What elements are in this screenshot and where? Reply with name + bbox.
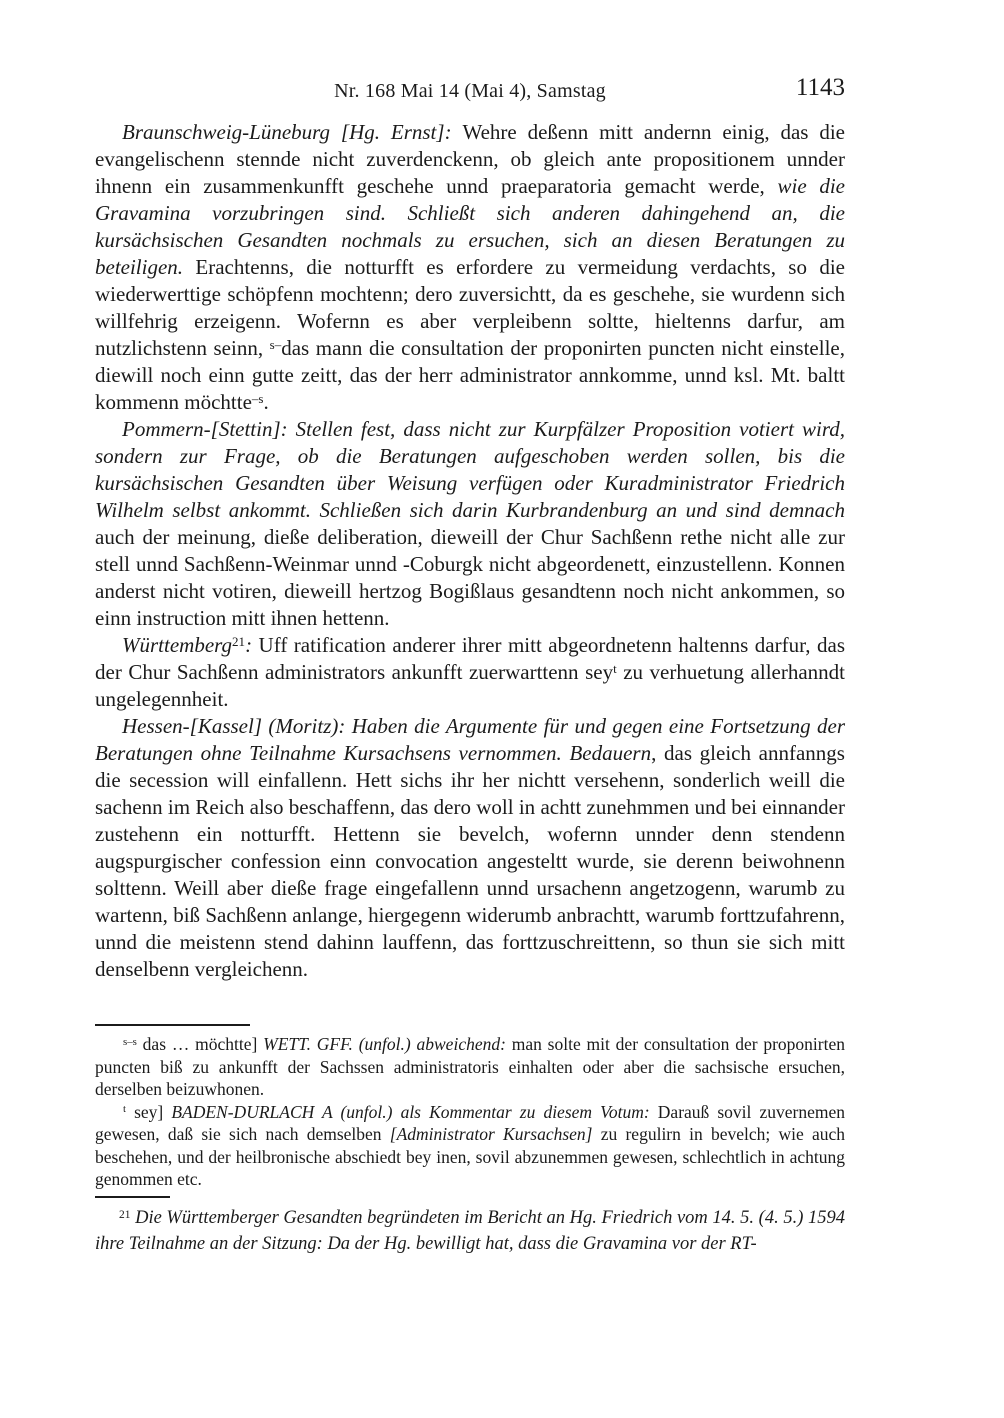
text-run: s–s <box>123 1035 137 1048</box>
text-run: t <box>123 1103 127 1116</box>
text-run: 21 <box>119 1208 131 1221</box>
paragraph-pommern-stettin <box>95 416 845 632</box>
apparatus-footnote-block <box>95 1024 845 1191</box>
text-run: : <box>245 633 253 657</box>
footnote-separator-rule <box>95 1024 250 1026</box>
text-run: man solte mit der consultation der proponirten puncten biß zu ankunfft der Sachssen administratoris einhalten oder aber die sachsische ersuchen, derselben beizuwhonen. <box>95 1034 845 1099</box>
text-run: Die Württemberger Gesandten begründeten im Bericht an Hg. Friedrich vom 14. 5. (4. 5.) 1594 ihre Teilnahme an der Sitzung: Da der Hg. bewilligt hat, dass die Gravamina vor der RT- <box>95 1208 845 1254</box>
text-run: wie die Gravamina vorzubringen sind. Schließt sich anderen dahingehend an, die kursächsischen Gesandten nochmals zu ersuchen, sich an diesen Beratungen zu beteiligen. <box>95 174 845 279</box>
text-run: WETT. GFF. (unfol.) abweichend: <box>263 1034 506 1054</box>
paragraph-hessen-kassel <box>95 713 845 983</box>
footnote-21 <box>95 1205 845 1257</box>
text-run: t <box>613 660 617 676</box>
text-run: Hessen-[Kassel] (Moritz): Haben die Argumente für und gegen eine Fortsetzung der Beratungen ohne Teilnahme Kursachsens vernommen. Bedauern <box>95 714 845 765</box>
text-run: . <box>263 390 269 414</box>
text-run: Darauß sovil zuvernemen gewesen, daß sie sich nach demselben <box>95 1101 846 1144</box>
text-run: Württemberg <box>122 633 233 657</box>
numbered-footnote-block <box>95 1196 845 1257</box>
text-run: –s <box>251 390 264 406</box>
text-run: auch der meinung, dieße deliberation, dieweill der Chur Sachßenn rethe nicht alle zur stell unnd Sachßenn-Weinmar unnd -Coburgk nicht abgeordenett, einzustellenn. Konnen anderst nicht votiren, dieweill hertzog Bogißlaus gesandtenn noch nicht ankommen, so einn instruction mitt ihnen hettenn. <box>95 525 845 630</box>
text-run: das … möchtte] <box>136 1034 264 1054</box>
page-number: 1143 <box>795 74 845 101</box>
text-run: zu regulirn in bevelch; wie auch beschehen, und der heilbronische abschiedt bey inen, sovil abzunemmen gewesen, schlechtlich in achtung genommen etc. <box>95 1124 845 1189</box>
text-run: [Administrator Kursachsen] <box>389 1124 593 1144</box>
text-run: das mann die consultation der proponirten puncten nicht einstelle, diewill noch einn gutte zeitt, das der herr administrator annkomme, unnd ksl. Mt. baltt kommenn möchtte <box>95 336 845 414</box>
text-run: Braunschweig-Lüneburg [Hg. Ernst]: <box>122 120 463 144</box>
text-run: Erachtenns, die notturfft es erfordere zu vermeidung verdachts, so die wiederwerttige schöpfenn mochtenn; dero zuversichtt, da es geschehe, sie wurdenn sich willfehrig erzeigenn. Wofernn es aber verpleibenn soltte, hieltenns darfur, am nutzlichstenn seinn, <box>95 255 845 360</box>
text-run: Wehre deßenn mitt andernn einig, das die evangelischenn stennde nicht zuverdenckenn, ob gleich ante propositionem unnder ihnenn ein zusammenkunfft geschehe unnd praeparatoria gemacht werde, <box>95 120 845 198</box>
text-run: sey] <box>126 1101 172 1122</box>
apparatus-footnote-s <box>95 1033 845 1101</box>
text-run: Pommern-[Stettin]: Stellen fest, dass nicht zur Kurpfälzer Proposition votiert wird, sondern zur Frage, ob die Beratungen aufgeschoben werden sollen, bis die kursächsischen Gesandten über Weisung verfügen oder Kuradministrator Friedrich Wilhelm selbst ankommt. Schließen sich darin Kurbrandenburg an und sind demnach <box>95 417 845 522</box>
running-head-title: Nr. 168 Mai 14 (Mai 4), Samstag <box>334 80 606 102</box>
apparatus-footnote-t <box>95 1101 845 1191</box>
text-run: Uff ratification anderer ihrer mitt abgeordnetenn haltenns darfur, das der Chur Sachßenn administrators ankunfft zuerwarttenn sey <box>95 633 845 684</box>
text-run: s– <box>269 336 282 352</box>
main-text-column <box>95 119 845 983</box>
paragraph-braunschweig-lueneburg <box>95 119 845 416</box>
footnote-separator-rule <box>95 1196 170 1198</box>
text-run: , das gleich annfanngs die secession will einfallenn. Hett sichs ihr her nichtt versehenn, sonderlich weill die sachenn im Reich also beschaffenn, das dero woll in achtt zunehmmen und bei einnander zustehenn ein notturfft. Hettenn sie bevelch, wofernn unnder denn stendenn augspurgischer confession einn convocation angesteltt wurde, sie derenn beiwohnenn solttenn. Weill aber dieße frage eingefallenn unnd ursachenn angetzogenn, warumb zu wartenn, biß Sachßenn anlange, hiergegenn widerumb anbrachtt, warumb forttzufahrenn, unnd die meistenn stend dahinn lauffenn, das forttzuschreittenn, so thun sie sich mitt denselbenn vergleichenn. <box>95 741 845 981</box>
text-run: BADEN-DURLACH A (unfol.) als Kommentar zu diesem Votum: <box>171 1101 650 1122</box>
text-run: zu verhuetung allerhanndt ungelegennheit. <box>95 660 846 711</box>
text-run: 21 <box>232 633 246 649</box>
paragraph-wuerttemberg <box>95 632 845 713</box>
